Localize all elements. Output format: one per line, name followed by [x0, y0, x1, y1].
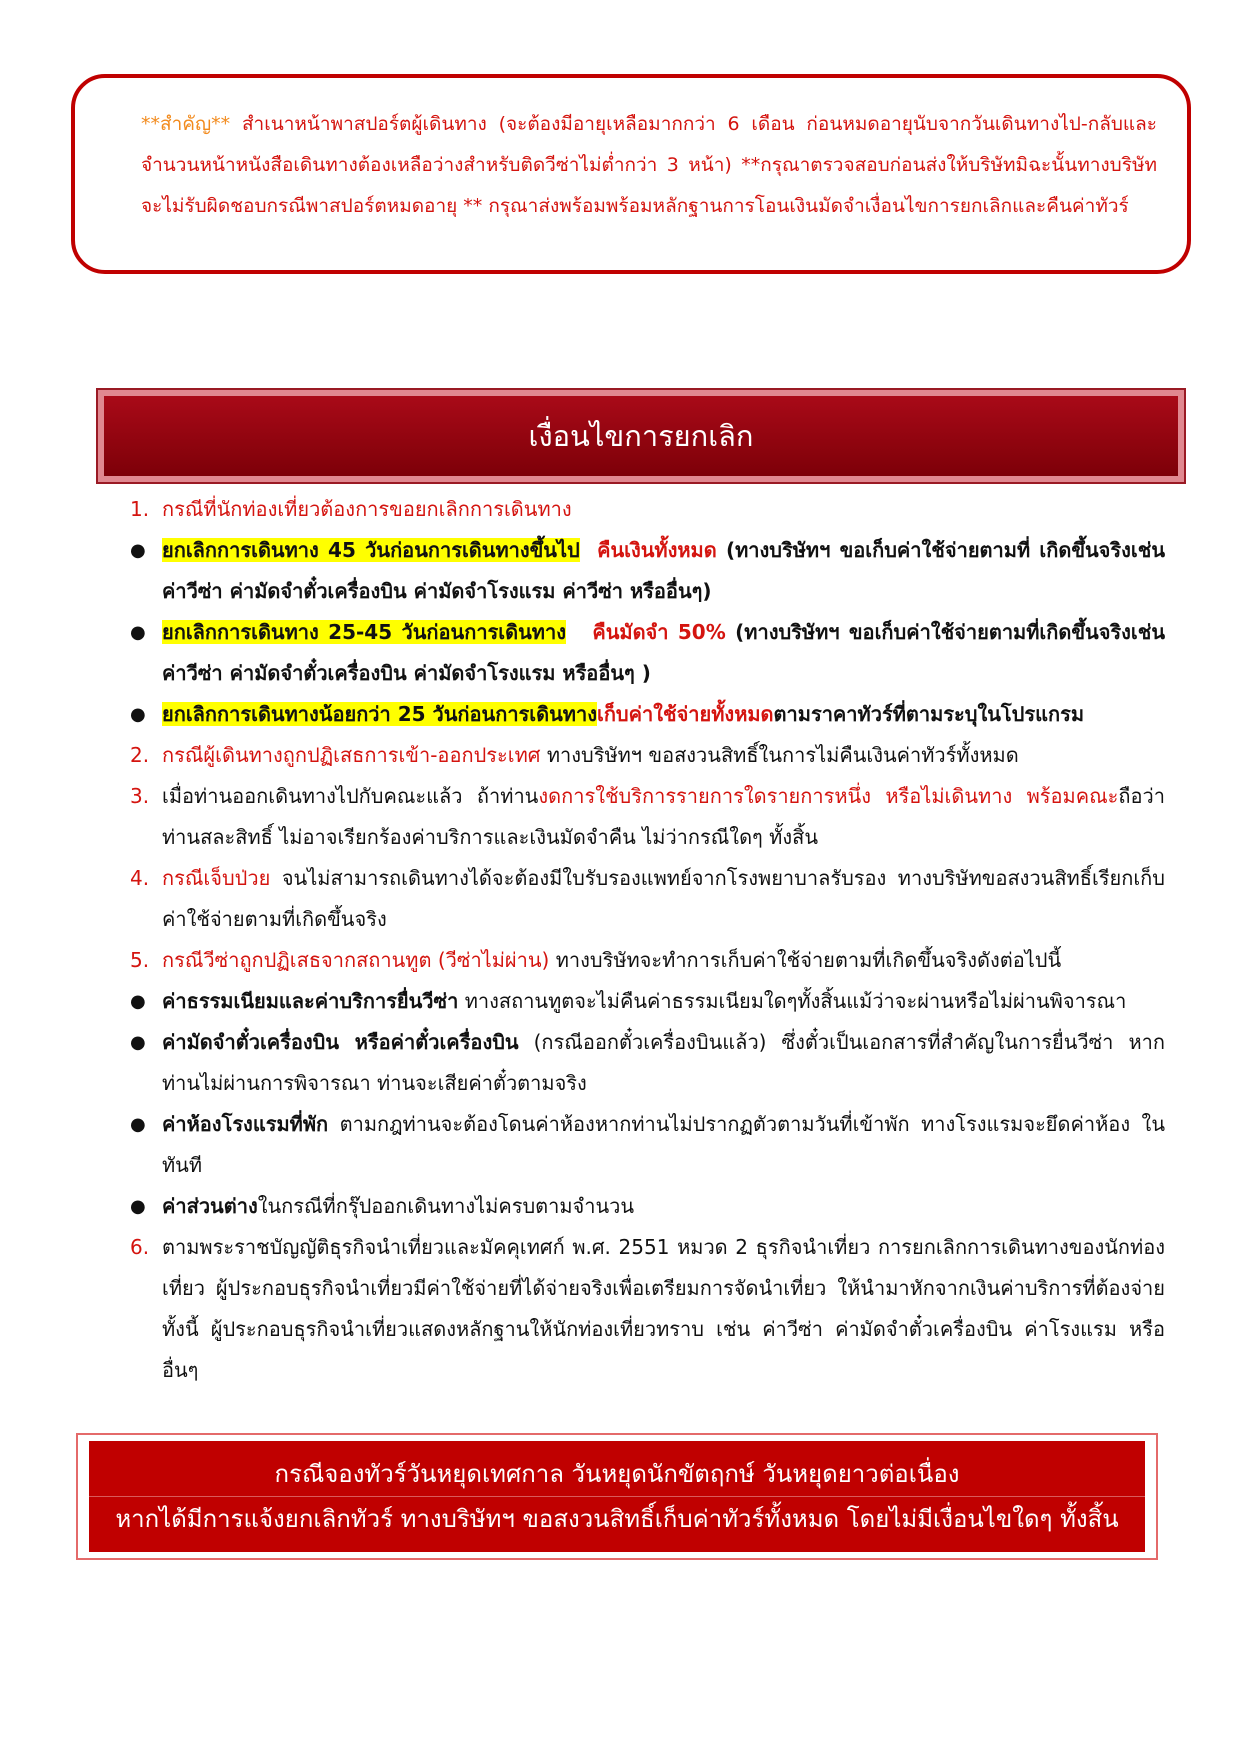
highlight-text: ยกเลิกการเดินทางน้อยกว่า 25 วันก่อนการเดินทาง [162, 702, 597, 726]
item-text: (ทางบริษัทฯ ขอเก็บค่าใช้จ่ายตามที่เกิดขึ้นจริงเช่น ค่าวีซ่า ค่ามัดจำตั๋วเครื่องบิน ค่ามัดจำโรงแรม หรืออื่นๆ ) [162, 620, 1165, 685]
item-text: ทางบริษัทจะทำการเก็บค่าใช้จ่ายตามที่เกิดขึ้นจริงดังต่อไปนี้ [549, 948, 1062, 972]
bullet-icon: ● [130, 1032, 146, 1053]
bold-text: ค่าห้องโรงแรมที่พัก [162, 1112, 329, 1136]
list-item [130, 735, 1165, 776]
passport-notice-text [141, 104, 1157, 227]
banner-title: เงื่อนไขการยกเลิก [528, 419, 754, 453]
item-text: ในกรณีที่กรุ๊ปออกเดินทางไม่ครบตามจำนวน [257, 1194, 635, 1218]
item-number: 5. [130, 948, 150, 972]
bullet-item [130, 1022, 1165, 1104]
list-item [130, 858, 1165, 940]
bullet-icon: ● [130, 622, 146, 643]
item-text: ทางสถานทูตจะไม่คืนค่าธรรมเนียมใดๆทั้งสิ้นแม้ว่าจะผ่านหรือไม่ผ่านพิจารณา [458, 989, 1127, 1013]
highlight-text: ยกเลิกการเดินทาง 45 วันก่อนการเดินทางขึ้นไป [162, 538, 580, 562]
item-text: (กรณีออกตั๋วเครื่องบินแล้ว) ซึ่งตั๋วเป็นเอกสารที่สำคัญในการยื่นวีซ่า หากท่านไม่ผ่านการพิจารณา ท่านจะเสียค่าตั๋วตามจริง [162, 1030, 1165, 1095]
holiday-notice-box [89, 1441, 1145, 1552]
item-red-text: งดการใช้บริการรายการใดรายการหนึ่ง หรือไม่เดินทาง พร้อมคณะ [538, 784, 1119, 808]
item-number: 4. [130, 866, 150, 890]
list-item [130, 1227, 1165, 1391]
refund-text: คืนเงินทั้งหมด [597, 538, 717, 562]
passport-notice-box [71, 74, 1191, 274]
item-red-text: กรณีวีซ่าถูกปฏิเสธจากสถานทูต (วีซ่าไม่ผ่าน) [162, 948, 550, 972]
item-text: ตามกฎท่านจะต้องโดนค่าห้องหากท่านไม่ปรากฏตัวตามวันที่เข้าพัก ทางโรงแรมจะยึดค่าห้อง ในทันที [162, 1112, 1165, 1177]
bullet-icon: ● [130, 1114, 146, 1135]
item-text: ทางบริษัทฯ ขอสงวนสิทธิ์ในการไม่คืนเงินค่าทัวร์ทั้งหมด [540, 743, 1019, 767]
important-label: **สำคัญ** [141, 113, 231, 135]
bullet-item [130, 981, 1165, 1022]
bullet-item [130, 694, 1165, 735]
bullet-icon: ● [130, 704, 146, 725]
bullet-icon: ● [130, 1196, 146, 1217]
list-item [130, 776, 1165, 858]
item-text: กรณีที่นักท่องเที่ยวต้องการขอยกเลิกการเดินทาง [162, 497, 572, 521]
refund-text: เก็บค่าใช้จ่ายทั้งหมด [596, 702, 774, 726]
list-item [130, 940, 1165, 981]
item-text: เมื่อท่านออกเดินทางไปกับคณะแล้ว ถ้าท่าน [162, 784, 539, 808]
item-text: (ทางบริษัทฯ ขอเก็บค่าใช้จ่ายตามที่ เกิดขึ้นจริงเช่น ค่าวีซ่า ค่ามัดจำตั๋วเครื่องบิน ค่ามัดจำโรงแรม ค่าวีซ่า หรืออื่นๆ) [162, 538, 1165, 603]
item-number: 1. [130, 497, 150, 521]
bold-text: ค่าส่วนต่าง [162, 1194, 258, 1218]
holiday-notice-line2: หากได้มีการแจ้งยกเลิกทัวร์ ทางบริษัทฯ ขอสงวนสิทธิ์เก็บค่าทัวร์ทั้งหมด โดยไม่มีเงื่อนไขใดๆ ทั้งสิ้น [89, 1496, 1145, 1541]
bullet-item [130, 1104, 1165, 1186]
bullet-item [130, 612, 1165, 694]
cancellation-terms [130, 489, 1165, 1391]
refund-text: คืนมัดจำ 50% [592, 620, 726, 644]
item-number: 2. [130, 743, 150, 767]
item-red-text: กรณีผู้เดินทางถูกปฏิเสธการเข้า-ออกประเทศ [162, 743, 541, 767]
notice-body: สำเนาหน้าพาสปอร์ตผู้เดินทาง (จะต้องมีอายุเหลือมากกว่า 6 เดือน ก่อนหมดอายุนับจากวันเดินทางไป-กลับและจำนวนหน้าหนังสือเดินทางต้องเหลือว่างสำหรับติดวีซ่าไม่ต่ำกว่า 3 หน้า) **กรุณาตรวจสอบก่อนส่งให้บริษัทมิฉะนั้นทางบริษัทจะไม่รับผิดชอบกรณีพาสปอร์ตหมดอายุ ** กรุณาส่งพร้อมพร้อมหลักฐานการโอนเงินมัดจำเงื่อนไขการยกเลิกและคืนค่าทัวร์ [141, 113, 1157, 217]
item-red-text: กรณีเจ็บป่วย [162, 866, 271, 890]
bullet-icon: ● [130, 991, 146, 1012]
holiday-notice-line1: กรณีจองทัวร์วันหยุดเทศกาล วันหยุดนักขัตฤกษ์ วันหยุดยาวต่อเนื่อง [274, 1460, 960, 1488]
item-text-rest: ถือว่าท่านสละสิทธิ์ ไม่อาจเรียกร้องค่าบริการและเงินมัดจำคืน ไม่ว่ากรณีใดๆ ทั้งสิ้น [162, 784, 1165, 849]
item-number: 6. [130, 1235, 150, 1259]
cancellation-banner [98, 390, 1184, 482]
item-text: ตามพระราชบัญญัติธุรกิจนำเที่ยวและมัคคุเทศก์ พ.ศ. 2551 หมวด 2 ธุรกิจนำเที่ยว การยกเลิกการเดินทางของนักท่องเที่ยว ผู้ประกอบธุรกิจนำเที่ยวมีค่าใช้จ่ายที่ได้จ่ายจริงเพื่อเตรียมการจัดนำเที่ยว ให้นำมาหักจากเงินค่าบริการที่ต้องจ่าย ทั้งนี้ ผู้ประกอบธุรกิจนำเที่ยวแสดงหลักฐานให้นักท่องเที่ยวทราบ เช่น ค่าวีซ่า ค่ามัดจำตั๋วเครื่องบิน ค่าโรงแรม หรืออื่นๆ [162, 1235, 1165, 1382]
highlight-text: ยกเลิกการเดินทาง 25-45 วันก่อนการเดินทาง [162, 620, 566, 644]
bold-text: ค่าธรรมเนียมและค่าบริการยื่นวีซ่า [162, 989, 459, 1013]
bullet-icon: ● [130, 540, 146, 561]
bullet-item [130, 1186, 1165, 1227]
bold-text: ค่ามัดจำตั๋วเครื่องบิน หรือค่าตั๋วเครื่องบิน [162, 1030, 519, 1054]
item-number: 3. [130, 784, 150, 808]
item-text: ตามราคาทัวร์ที่ตามระบุในโปรแกรม [773, 702, 1084, 726]
list-item [130, 489, 1165, 530]
bullet-item [130, 530, 1165, 612]
item-text: จนไม่สามารถเดินทางได้จะต้องมีใบรับรองแพทย์จากโรงพยาบาลรับรอง ทางบริษัทขอสงวนสิทธิ์เรียกเก็บค่าใช้จ่ายตามที่เกิดขึ้นจริง [162, 866, 1165, 931]
